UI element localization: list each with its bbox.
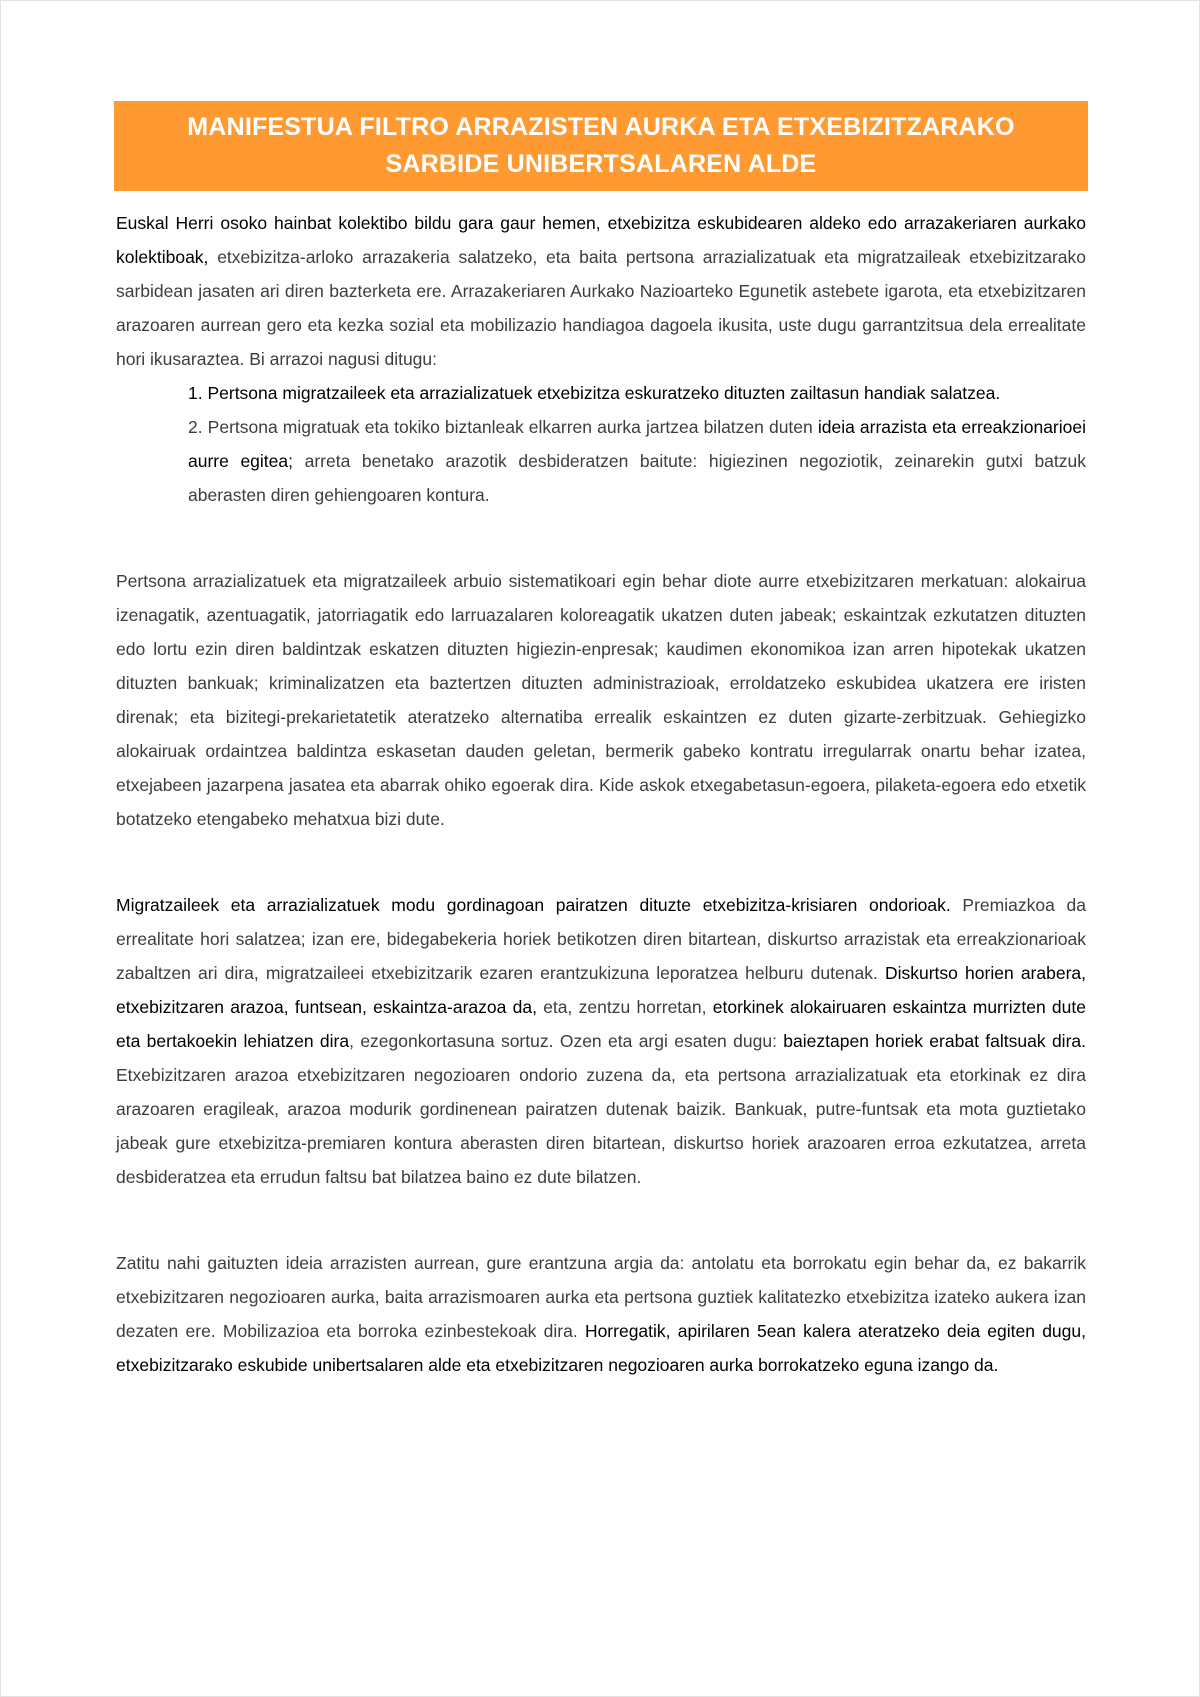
title-line-1: MANIFESTUA FILTRO ARRAZISTEN AURKA ETA ETXEBIZITZARAKO [187,113,1015,141]
document-body [116,206,1086,1382]
paragraph-4 [116,1246,1086,1382]
intro-bold-text: Euskal Herri osoko hainbat kolektibo bildu gara gaur hemen, etxebizitza eskubidearen aldeko edo arrazakeriaren aurkako kolektiboak, [116,213,1086,267]
title-line-2: SARBIDE UNIBERTSALAREN ALDE [385,150,817,178]
list-item-2-text-a: 2. Pertsona migratuak eta tokiko biztanleak elkarren aurka jartzea bilatzen duten [188,417,818,437]
p3-text-2: eta, zentzu horretan, [536,997,713,1017]
p3-text-4: Etxebizitzaren arazoa etxebizitzaren negozioaren ondorio zuzena da, eta pertsona arrazializatuak eta etorkinak ez dira arazoaren eragileak, arazoa modurik gordinenean pairatzen dutenak baizik. Bankuak, putre-funtsak eta mota guztietako jabeak gure etxebizitza-premiaren kontura aberasten diren bitartean, diskurtso horiek arazoaren erroa ezkutatzea, arreta desbideratzea eta errudun faltsu bat bilatzea baino ez dute bilatzen. [116,1065,1086,1187]
list-item-2-bold: ideia arrazista eta erreakzionarioei aurre egitea; [188,417,1086,471]
paragraph-gap [116,836,1086,888]
title-banner [114,101,1088,191]
list-item-1: 1. Pertsona migratzaileek eta arrazializatuek etxebizitza eskuratzeko dituzten zailtasun handiak salatzea. [188,383,1001,403]
intro-text: etxebizitza-arloko arrazakeria salatzeko, eta baita pertsona arrazializatuak eta migratzaileak etxebizitzarako sarbidean jasaten ari diren bazterketa ere. Arrazakeriaren Aurkako Nazioarteko Egunetik astebete igarota, eta etxebizitzaren arazoaren aurrean gero eta kezka sozial eta mobilizazio handiagoa dagoela ikusita, uste dugu garrantzitsua dela errealitate hori ikusaraztea. Bi arrazoi nagusi ditugu: [116,247,1086,369]
p3-text-1: Premiazkoa da errealitate hori salatzea; izan ere, bidegabekeria horiek betikotzen diren bitartean, diskurtso arrazistak eta erreakzionarioak zabaltzen ari dira, migratzaileei etxebizitzarik ezaren erantzukizuna leporatzea helburu dutenak. [116,895,1086,983]
p3-bold-2: Diskurtso horien arabera, etxebizitzaren arazoa, funtsean, eskaintza-arazoa da, [116,963,1087,1017]
paragraph-gap [116,512,1086,564]
list-item-2-text-b: arreta benetako arazotik desbideratzen baitute: higiezinen negoziotik, zeinarekin gutxi batzuk aberasten diren gehiengoaren kontura. [188,451,1087,505]
p3-bold-3: etorkinek alokairuaren eskaintza murrizten dute eta bertakoekin lehiatzen dira [116,997,1086,1051]
p3-bold-1: Migratzaileek eta arrazializatuek modu gordinagoan pairatzen dituzte etxebizitza-krisiaren ondorioak. [116,895,951,915]
p3-text-3: , ezegonkortasuna sortuz. Ozen eta argi esaten dugu: [349,1031,784,1051]
p4-text: Zatitu nahi gaituzten ideia arrazisten aurrean, gure erantzuna argia da: antolatu eta borrokatu egin behar da, ez bakarrik etxebizitzaren negozioaren aurka, baita arrazismoaren aurka eta pertsona guztiek kalitatezko etxebizitza izateko aukera izan dezaten ere. Mobilizazioa eta borroka ezinbestekoak dira. [116,1253,1086,1341]
paragraph-3 [116,888,1086,1194]
p4-bold: Horregatik, apirilaren 5ean kalera ateratzeko deia egiten dugu, etxebizitzarako eskubide unibertsalaren alde eta etxebizitzaren negozioaren aurka borrokatzeko eguna izango da. [116,1321,1086,1375]
p3-bold-4: baieztapen horiek erabat faltsuak dira. [783,1031,1086,1051]
paragraph-gap [116,1194,1086,1246]
reasons-list [188,376,1086,512]
list-item-2 [188,410,1086,512]
intro-paragraph [116,206,1086,376]
paragraph-2: Pertsona arrazializatuek eta migratzaileek arbuio sistematikoari egin behar diote aurre etxebizitzaren merkatuan: alokairua izenagatik, azentuagatik, jatorriagatik edo larruazalaren koloreagatik ukatzen duten jabeak; eskaintzak ezkutatzen dituzten edo lortu ezin diren baldintzak eskatzen dituzten higiezin-enpresak; kaudimen ekonomikoa izan arren hipotekak ukatzen dituzten bankuak; kriminalizatzen eta baztertzen dituzten administrazioak, erroldatzeko eskubidea ukatzera ere iristen direnak; eta bizitegi-prekarietatetik ateratzeko alternatiba errealik eskaintzen ez duten gizarte-zerbitzuak. Gehiegizko alokairuak ordaintzea baldintza eskasetan dauden geletan, bermerik gabeko kontratu irregularrak onartu behar izatea, etxejabeen jazarpena jasatea eta abarrak ohiko egoerak dira. Kide askok etxegabetasun-egoera, pilaketa-egoera edo etxetik botatzeko etengabeko mehatxua bizi dute. [116,571,1086,829]
